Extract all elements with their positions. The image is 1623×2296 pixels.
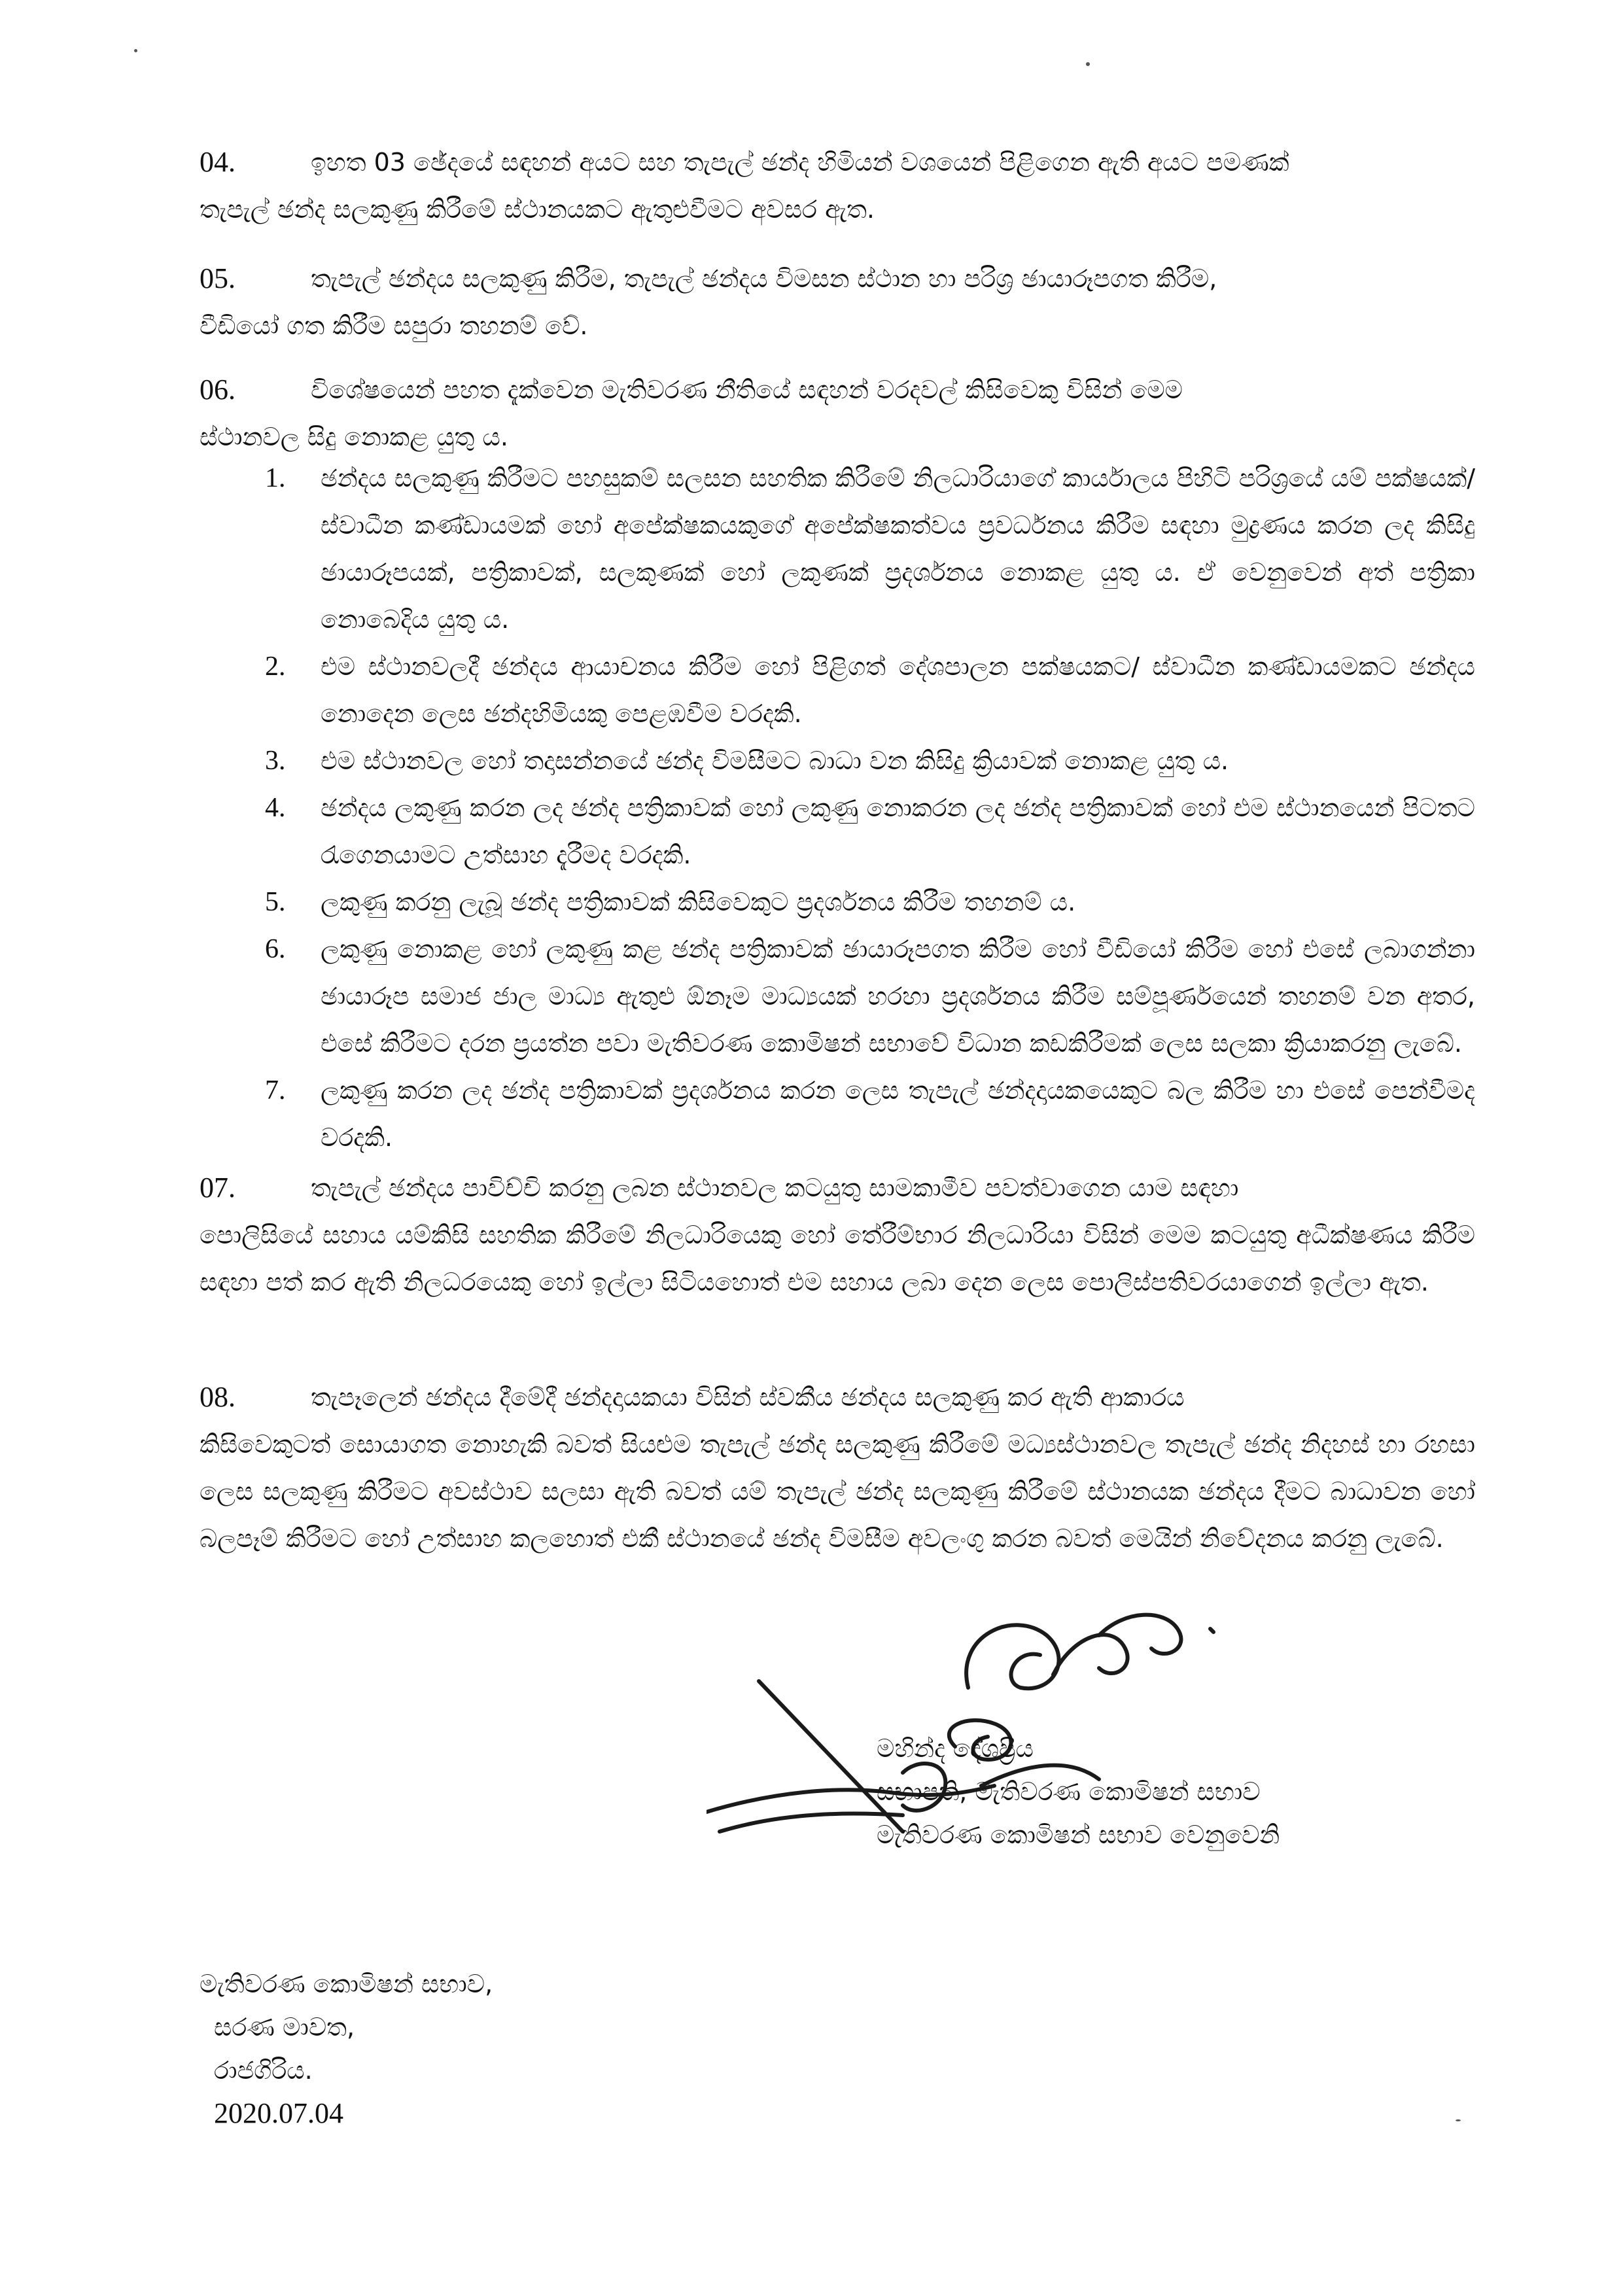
address-line: මැතිවරණ කොමිෂන් සභාව, <box>200 1970 493 1998</box>
paragraph-06 <box>200 366 1475 461</box>
list-item <box>200 643 1475 737</box>
paragraph-04 <box>200 139 1475 233</box>
paragraph-text: වීඩියෝ ගත කිරීම සපුරා තහනම් වේ. <box>200 311 588 340</box>
paragraph-text: තැපැල් ඡන්දය පාවිච්චි කරනු ලබන ස්ථානවල කටයුතු සාමකාමීව පවත්වාගෙන යාම සඳහා <box>311 1174 1239 1202</box>
list-item-number: 3. <box>265 746 286 776</box>
paragraph-text: තැපෑලෙන් ඡන්දය දීමේදී ඡන්දදායකයා විසින් ස්වකීය ඡන්දය සලකුණු කර ඇති ආකාරය <box>311 1383 1185 1412</box>
paragraph-08 <box>200 1374 1475 1562</box>
list-item <box>200 878 1475 926</box>
list-item <box>200 926 1475 1067</box>
paragraph-number: 05. <box>200 262 236 294</box>
list-item-text: ඡන්දය ලකුණු කරන ලද ඡන්ද පත්‍රිකාවක් හෝ ලකුණු නොකරන ලද ඡන්ද පත්‍රිකාවක් හෝ එම ස්ථානයෙන් පිටතට රැගෙනයාමට උත්සාහ දැරීමද වරදකි. <box>321 793 1475 869</box>
signatory-name: මහින්ද දේශප්‍රිය <box>877 1734 1034 1763</box>
paragraph-text: ඉහත 03 ඡේදයේ සඳහන් අයට සහ තැපැල් ඡන්ද හිමියන් වශයෙන් පිළිගෙන ඇති අයට පමණක් <box>311 148 1289 177</box>
paragraph-number: 06. <box>200 374 236 406</box>
list-item-number: 6. <box>265 934 286 964</box>
signatory-title: සභාපති, මැතිවරණ කොමිෂන් සභාව <box>877 1777 1261 1806</box>
sender-address <box>200 1962 493 2135</box>
signature-block <box>877 1727 1280 1856</box>
address-line: රාජගිරිය. <box>214 2056 313 2085</box>
paragraph-number: 04. <box>200 146 236 178</box>
list-item-number: 2. <box>265 652 286 682</box>
list-item <box>200 737 1475 784</box>
signatory-on-behalf: මැතිවරණ කොමිෂන් සභාව වෙනුවෙනි <box>877 1820 1280 1849</box>
paragraph-05 <box>200 255 1475 349</box>
document-date: 2020.07.04 <box>214 2097 343 2129</box>
list-item-text: එම ස්ථානවල හෝ තදාසන්නයේ ඡන්ද විමසීමට බාධා වන කිසිදු ක්‍රියාවක් නොකළ යුතු ය. <box>321 746 1229 775</box>
list-item <box>200 1067 1475 1161</box>
paragraph-text: පොලිසියේ සහාය යම්කිසි සහතික කිරීමේ නිලධාරියෙකු හෝ තේරීම්භාර නිලධාරියා විසින් මෙම කටයුතු අධීක්ෂණය කිරීම සඳහා පත් කර ඇති නිලධරයෙකු හෝ ඉල්ලා සිටියහොත් එම සහාය ලබා දෙන ලෙස පොලිස්පතිවරයාගෙන් ඉල්ලා ඇත. <box>200 1221 1475 1296</box>
list-item-text: ලකුණු නොකළ හෝ ලකුණු කළ ඡන්ද පත්‍රිකාවක් ඡායාරූපගත කිරීම හෝ වීඩියෝ කිරීම හෝ එසේ ලබාගන්නා ඡායාරූප සමාජ ජාල මාධ්‍ය ඇතුළු ඕනෑම මාධ්‍යයක් හරහා ප්‍රදර්ශනය කිරීම සම්පූර්ණයෙන් තහනම් වන අතර, එසේ කිරීමට දරන ප්‍රයත්න පවා මැතිවරණ කොමිෂන් සභාවේ විධාන කඩකිරීමක් ලෙස සලකා ක්‍රියාකරනු ලැබේ. <box>321 935 1475 1058</box>
list-item <box>200 784 1475 878</box>
paragraph-number: 08. <box>200 1381 236 1413</box>
list-item-text: ලකුණු කරනු ලැබූ ඡන්ද පත්‍රිකාවක් කිසිවෙකුට ප්‍රදර්ශනය කිරීම තහනම් ය. <box>321 888 1076 916</box>
list-item-number: 4. <box>265 793 286 823</box>
paragraph-text: තැපැල් ඡන්ද සලකුණු කිරීමේ ස්ථානයකට ඇතුළුවීමට අවසර ඇත. <box>200 195 875 224</box>
paragraph-text: කිසිවෙකුටත් සොයාගත නොහැකි බවත් සියළුම තැපැල් ඡන්ද සලකුණු කිරීමේ මධ්‍යස්ථානවල තැපැල් ඡන්ද නිදහස් හා රහසා ලෙස සලකුණු කිරීමට අවස්ථාව සලසා ඇති බවත් යම් තැපැල් ඡන්ද සලකුණු කිරීමේ ස්ථානයක ඡන්දය දීමට බාධාවන හෝ බලපෑම් කිරීමට හෝ උත්සාහ කලහොත් එකී ස්ථානයේ ඡන්ද විමසීම අවලංගු කරන බවත් මෙයින් නිවේදනය කරනු ලැබේ. <box>200 1430 1475 1553</box>
scan-speck <box>1086 62 1090 66</box>
paragraph-number: 07. <box>200 1172 236 1204</box>
list-item-number: 7. <box>265 1075 286 1105</box>
scan-speck <box>134 49 137 52</box>
offence-list <box>200 455 1475 1161</box>
paragraph-07 <box>200 1164 1475 1306</box>
paragraph-text: ස්ථානවල සිදු නොකළ යුතු ය. <box>200 423 508 451</box>
address-line: සරණ මාවත, <box>214 2013 355 2042</box>
list-item-number: 5. <box>265 887 286 917</box>
list-item-text: ඡන්දය සලකුණු කිරීමට පහසුකම් සලසන සහතික කිරීමේ නිලධාරියාගේ කාර්යාලය පිහිටි පරිශ්‍රයේ යම් පක්ෂයක්/ ස්වාධීන කණ්ඩායමක් හෝ අපේක්ෂකයකුගේ අපේක්ෂකත්වය ප්‍රවර්ධනය කිරීම සඳහා මුද්‍රණය කරන ලද කිසිදු ඡායාරූපයක්, පත්‍රිකාවක්, සලකුණක් හෝ ලකුණක් ප්‍රදර්ශනය නොකළ යුතු ය. ඒ වෙනුවෙන් අත් පත්‍රිකා නොබෙදිය යුතු ය. <box>321 464 1475 634</box>
paragraph-text: තැපැල් ඡන්දය සලකුණු කිරීම, තැපැල් ඡන්දය විමසන ස්ථාන හා පරිශ්‍ර ඡායාරූපගත කිරීම, <box>311 264 1217 293</box>
scan-speck <box>1456 2119 1461 2121</box>
list-item-text: එම ස්ථානවලදී ඡන්දය ආයාචනය කිරීම හෝ පිළිගත් දේශපාලන පක්ෂයකට/ ස්වාධීන කණ්ඩායමකට ඡන්දය නොදෙන ලෙස ඡන්දහිමියකු පෙළඹවීම වරදකි. <box>321 652 1475 728</box>
list-item <box>200 455 1475 643</box>
paragraph-text: විශේෂයෙන් පහත දැක්වෙන මැතිවරණ නීතියේ සඳහන් වරදවල් කිසිවෙකු විසින් මෙම <box>311 375 1183 404</box>
list-item-number: 1. <box>265 463 286 493</box>
list-item-text: ලකුණු කරන ලද ඡන්ද පත්‍රිකාවක් ප්‍රදර්ශනය කරන ලෙස තැපැල් ඡන්දදායකයෙකුට බල කිරීම හා එසේ පෙන්වීමද වරදකි. <box>321 1076 1475 1152</box>
